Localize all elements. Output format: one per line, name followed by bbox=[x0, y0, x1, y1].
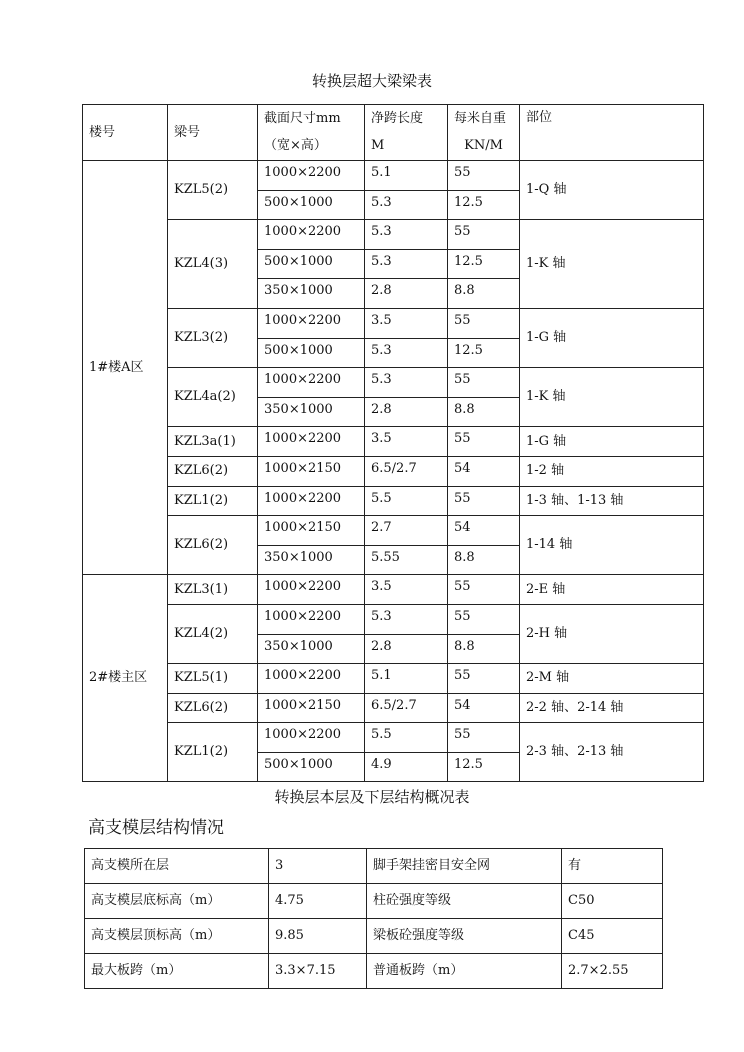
section-size-cell: 1000×2150 bbox=[258, 693, 365, 723]
table-row bbox=[83, 604, 704, 634]
table-title: 转换层超大梁梁表 bbox=[311, 72, 432, 90]
location-cell: 1-K 轴 bbox=[520, 368, 704, 427]
section-size-cell: 1000×2200 bbox=[258, 604, 365, 634]
weight-cell: 55 bbox=[448, 308, 520, 338]
table-row bbox=[83, 664, 704, 694]
beam-name-cell: KZL4(3) bbox=[168, 220, 258, 309]
weight-cell: 54 bbox=[448, 456, 520, 486]
weight-cell: 54 bbox=[448, 693, 520, 723]
beam-name-cell: KZL4(2) bbox=[168, 604, 258, 663]
header-beam: 梁号 bbox=[168, 105, 258, 161]
table-row bbox=[83, 723, 704, 753]
span-cell: 6.5/2.7 bbox=[365, 693, 448, 723]
span-cell: 5.5 bbox=[365, 723, 448, 753]
section-size-cell: 500×1000 bbox=[258, 249, 365, 279]
table-row bbox=[83, 427, 704, 457]
span-cell: 2.8 bbox=[365, 397, 448, 427]
section-size-cell: 1000×2200 bbox=[258, 220, 365, 250]
weight-cell: 55 bbox=[448, 664, 520, 694]
beam-name-cell: KZL5(2) bbox=[168, 161, 258, 220]
section-size-cell: 1000×2200 bbox=[258, 723, 365, 753]
header-span-unit: M bbox=[365, 133, 448, 161]
weight-cell: 55 bbox=[448, 427, 520, 457]
span-cell: 5.1 bbox=[365, 161, 448, 191]
section-size-cell: 1000×2200 bbox=[258, 486, 365, 516]
header-row bbox=[83, 105, 704, 133]
location-cell: 2-H 轴 bbox=[520, 604, 704, 663]
location-cell: 2-M 轴 bbox=[520, 664, 704, 694]
section-size-cell: 1000×2200 bbox=[258, 575, 365, 605]
weight-cell: 55 bbox=[448, 161, 520, 191]
location-cell: 2-E 轴 bbox=[520, 575, 704, 605]
label-cell: 高支模所在层 bbox=[85, 849, 269, 884]
section-size-cell: 350×1000 bbox=[258, 397, 365, 427]
table-row bbox=[83, 486, 704, 516]
label-cell: 高支模层底标高（m） bbox=[85, 884, 269, 919]
section-size-cell: 350×1000 bbox=[258, 545, 365, 575]
section-size-cell: 1000×2150 bbox=[258, 516, 365, 546]
label-cell: 最大板跨（m） bbox=[85, 954, 269, 989]
value-cell: C45 bbox=[562, 919, 663, 954]
weight-cell: 55 bbox=[448, 575, 520, 605]
section-size-cell: 500×1000 bbox=[258, 338, 365, 368]
header-weight: 每米自重 bbox=[448, 105, 520, 133]
table-row bbox=[85, 884, 663, 919]
span-cell: 5.1 bbox=[365, 664, 448, 694]
value-cell: 3.3×7.15 bbox=[269, 954, 367, 989]
weight-cell: 55 bbox=[448, 723, 520, 753]
header-building: 楼号 bbox=[83, 105, 168, 161]
beam-name-cell: KZL1(2) bbox=[168, 723, 258, 782]
beam-name-cell: KZL6(2) bbox=[168, 693, 258, 723]
section-size-cell: 1000×2150 bbox=[258, 456, 365, 486]
header-section: 截面尺寸mm bbox=[258, 105, 365, 133]
table-row bbox=[83, 575, 704, 605]
weight-cell: 12.5 bbox=[448, 190, 520, 220]
label-cell: 高支模层顶标高（m） bbox=[85, 919, 269, 954]
weight-cell: 8.8 bbox=[448, 279, 520, 309]
table-row bbox=[85, 849, 663, 884]
beam-name-cell: KZL3(1) bbox=[168, 575, 258, 605]
section-size-cell: 1000×2200 bbox=[258, 161, 365, 191]
table-row bbox=[83, 220, 704, 250]
table-row bbox=[85, 919, 663, 954]
span-cell: 6.5/2.7 bbox=[365, 456, 448, 486]
beam-name-cell: KZL6(2) bbox=[168, 456, 258, 486]
structure-table bbox=[84, 848, 663, 989]
location-cell: 1-2 轴 bbox=[520, 456, 704, 486]
beam-name-cell: KZL6(2) bbox=[168, 516, 258, 575]
weight-cell: 8.8 bbox=[448, 397, 520, 427]
section-size-cell: 500×1000 bbox=[258, 190, 365, 220]
span-cell: 5.3 bbox=[365, 220, 448, 250]
span-cell: 3.5 bbox=[365, 427, 448, 457]
span-cell: 5.55 bbox=[365, 545, 448, 575]
caption-structure: 转换层本层及下层结构概况表 bbox=[274, 788, 470, 807]
span-cell: 5.3 bbox=[365, 249, 448, 279]
label-cell: 梁板砼强度等级 bbox=[367, 919, 562, 954]
value-cell: 有 bbox=[562, 849, 663, 884]
weight-cell: 54 bbox=[448, 516, 520, 546]
value-cell: C50 bbox=[562, 884, 663, 919]
weight-cell: 55 bbox=[448, 220, 520, 250]
weight-cell: 12.5 bbox=[448, 338, 520, 368]
beam-name-cell: KZL4a(2) bbox=[168, 368, 258, 427]
section-size-cell: 1000×2200 bbox=[258, 427, 365, 457]
beam-table bbox=[82, 104, 704, 782]
location-cell: 2-3 轴、2-13 轴 bbox=[520, 723, 704, 782]
beam-name-cell: KZL1(2) bbox=[168, 486, 258, 516]
span-cell: 5.3 bbox=[365, 190, 448, 220]
span-cell: 5.5 bbox=[365, 486, 448, 516]
label-cell: 脚手架挂密目安全网 bbox=[367, 849, 562, 884]
beam-name-cell: KZL3a(1) bbox=[168, 427, 258, 457]
location-cell: 1-G 轴 bbox=[520, 308, 704, 367]
table-row bbox=[83, 693, 704, 723]
location-cell: 1-3 轴、1-13 轴 bbox=[520, 486, 704, 516]
table-row bbox=[83, 161, 704, 191]
label-cell: 普通板跨（m） bbox=[367, 954, 562, 989]
section-size-cell: 350×1000 bbox=[258, 634, 365, 664]
section-size-cell: 500×1000 bbox=[258, 752, 365, 782]
value-cell: 3 bbox=[269, 849, 367, 884]
table-row bbox=[83, 368, 704, 398]
beam-name-cell: KZL5(1) bbox=[168, 664, 258, 694]
section-size-cell: 1000×2200 bbox=[258, 308, 365, 338]
section-size-cell: 1000×2200 bbox=[258, 664, 365, 694]
weight-cell: 8.8 bbox=[448, 545, 520, 575]
section-size-cell: 1000×2200 bbox=[258, 368, 365, 398]
header-weight-unit: KN/M bbox=[448, 133, 520, 161]
location-cell: 1-14 轴 bbox=[520, 516, 704, 575]
value-cell: 9.85 bbox=[269, 919, 367, 954]
location-cell: 1-G 轴 bbox=[520, 427, 704, 457]
table-row bbox=[83, 516, 704, 546]
span-cell: 2.8 bbox=[365, 634, 448, 664]
span-cell: 2.7 bbox=[365, 516, 448, 546]
span-cell: 5.3 bbox=[365, 368, 448, 398]
weight-cell: 12.5 bbox=[448, 752, 520, 782]
span-cell: 5.3 bbox=[365, 604, 448, 634]
table-row bbox=[83, 308, 704, 338]
section-heading: 高支模层结构情况 bbox=[88, 818, 224, 839]
weight-cell: 55 bbox=[448, 368, 520, 398]
building-cell: 1#楼A区 bbox=[83, 161, 168, 575]
value-cell: 2.7×2.55 bbox=[562, 954, 663, 989]
building-cell: 2#楼主区 bbox=[83, 575, 168, 782]
value-cell: 4.75 bbox=[269, 884, 367, 919]
location-cell: 1-Q 轴 bbox=[520, 161, 704, 220]
span-cell: 3.5 bbox=[365, 308, 448, 338]
weight-cell: 55 bbox=[448, 604, 520, 634]
location-cell: 1-K 轴 bbox=[520, 220, 704, 309]
beam-name-cell: KZL3(2) bbox=[168, 308, 258, 367]
weight-cell: 12.5 bbox=[448, 249, 520, 279]
weight-cell: 55 bbox=[448, 486, 520, 516]
weight-cell: 8.8 bbox=[448, 634, 520, 664]
span-cell: 2.8 bbox=[365, 279, 448, 309]
label-cell: 柱砼强度等级 bbox=[367, 884, 562, 919]
span-cell: 5.3 bbox=[365, 338, 448, 368]
header-section-unit: （宽×高） bbox=[258, 133, 365, 161]
span-cell: 3.5 bbox=[365, 575, 448, 605]
span-cell: 4.9 bbox=[365, 752, 448, 782]
table-row bbox=[83, 456, 704, 486]
table-row bbox=[85, 954, 663, 989]
header-location: 部位 bbox=[520, 105, 704, 161]
header-span: 净跨长度 bbox=[365, 105, 448, 133]
location-cell: 2-2 轴、2-14 轴 bbox=[520, 693, 704, 723]
section-size-cell: 350×1000 bbox=[258, 279, 365, 309]
